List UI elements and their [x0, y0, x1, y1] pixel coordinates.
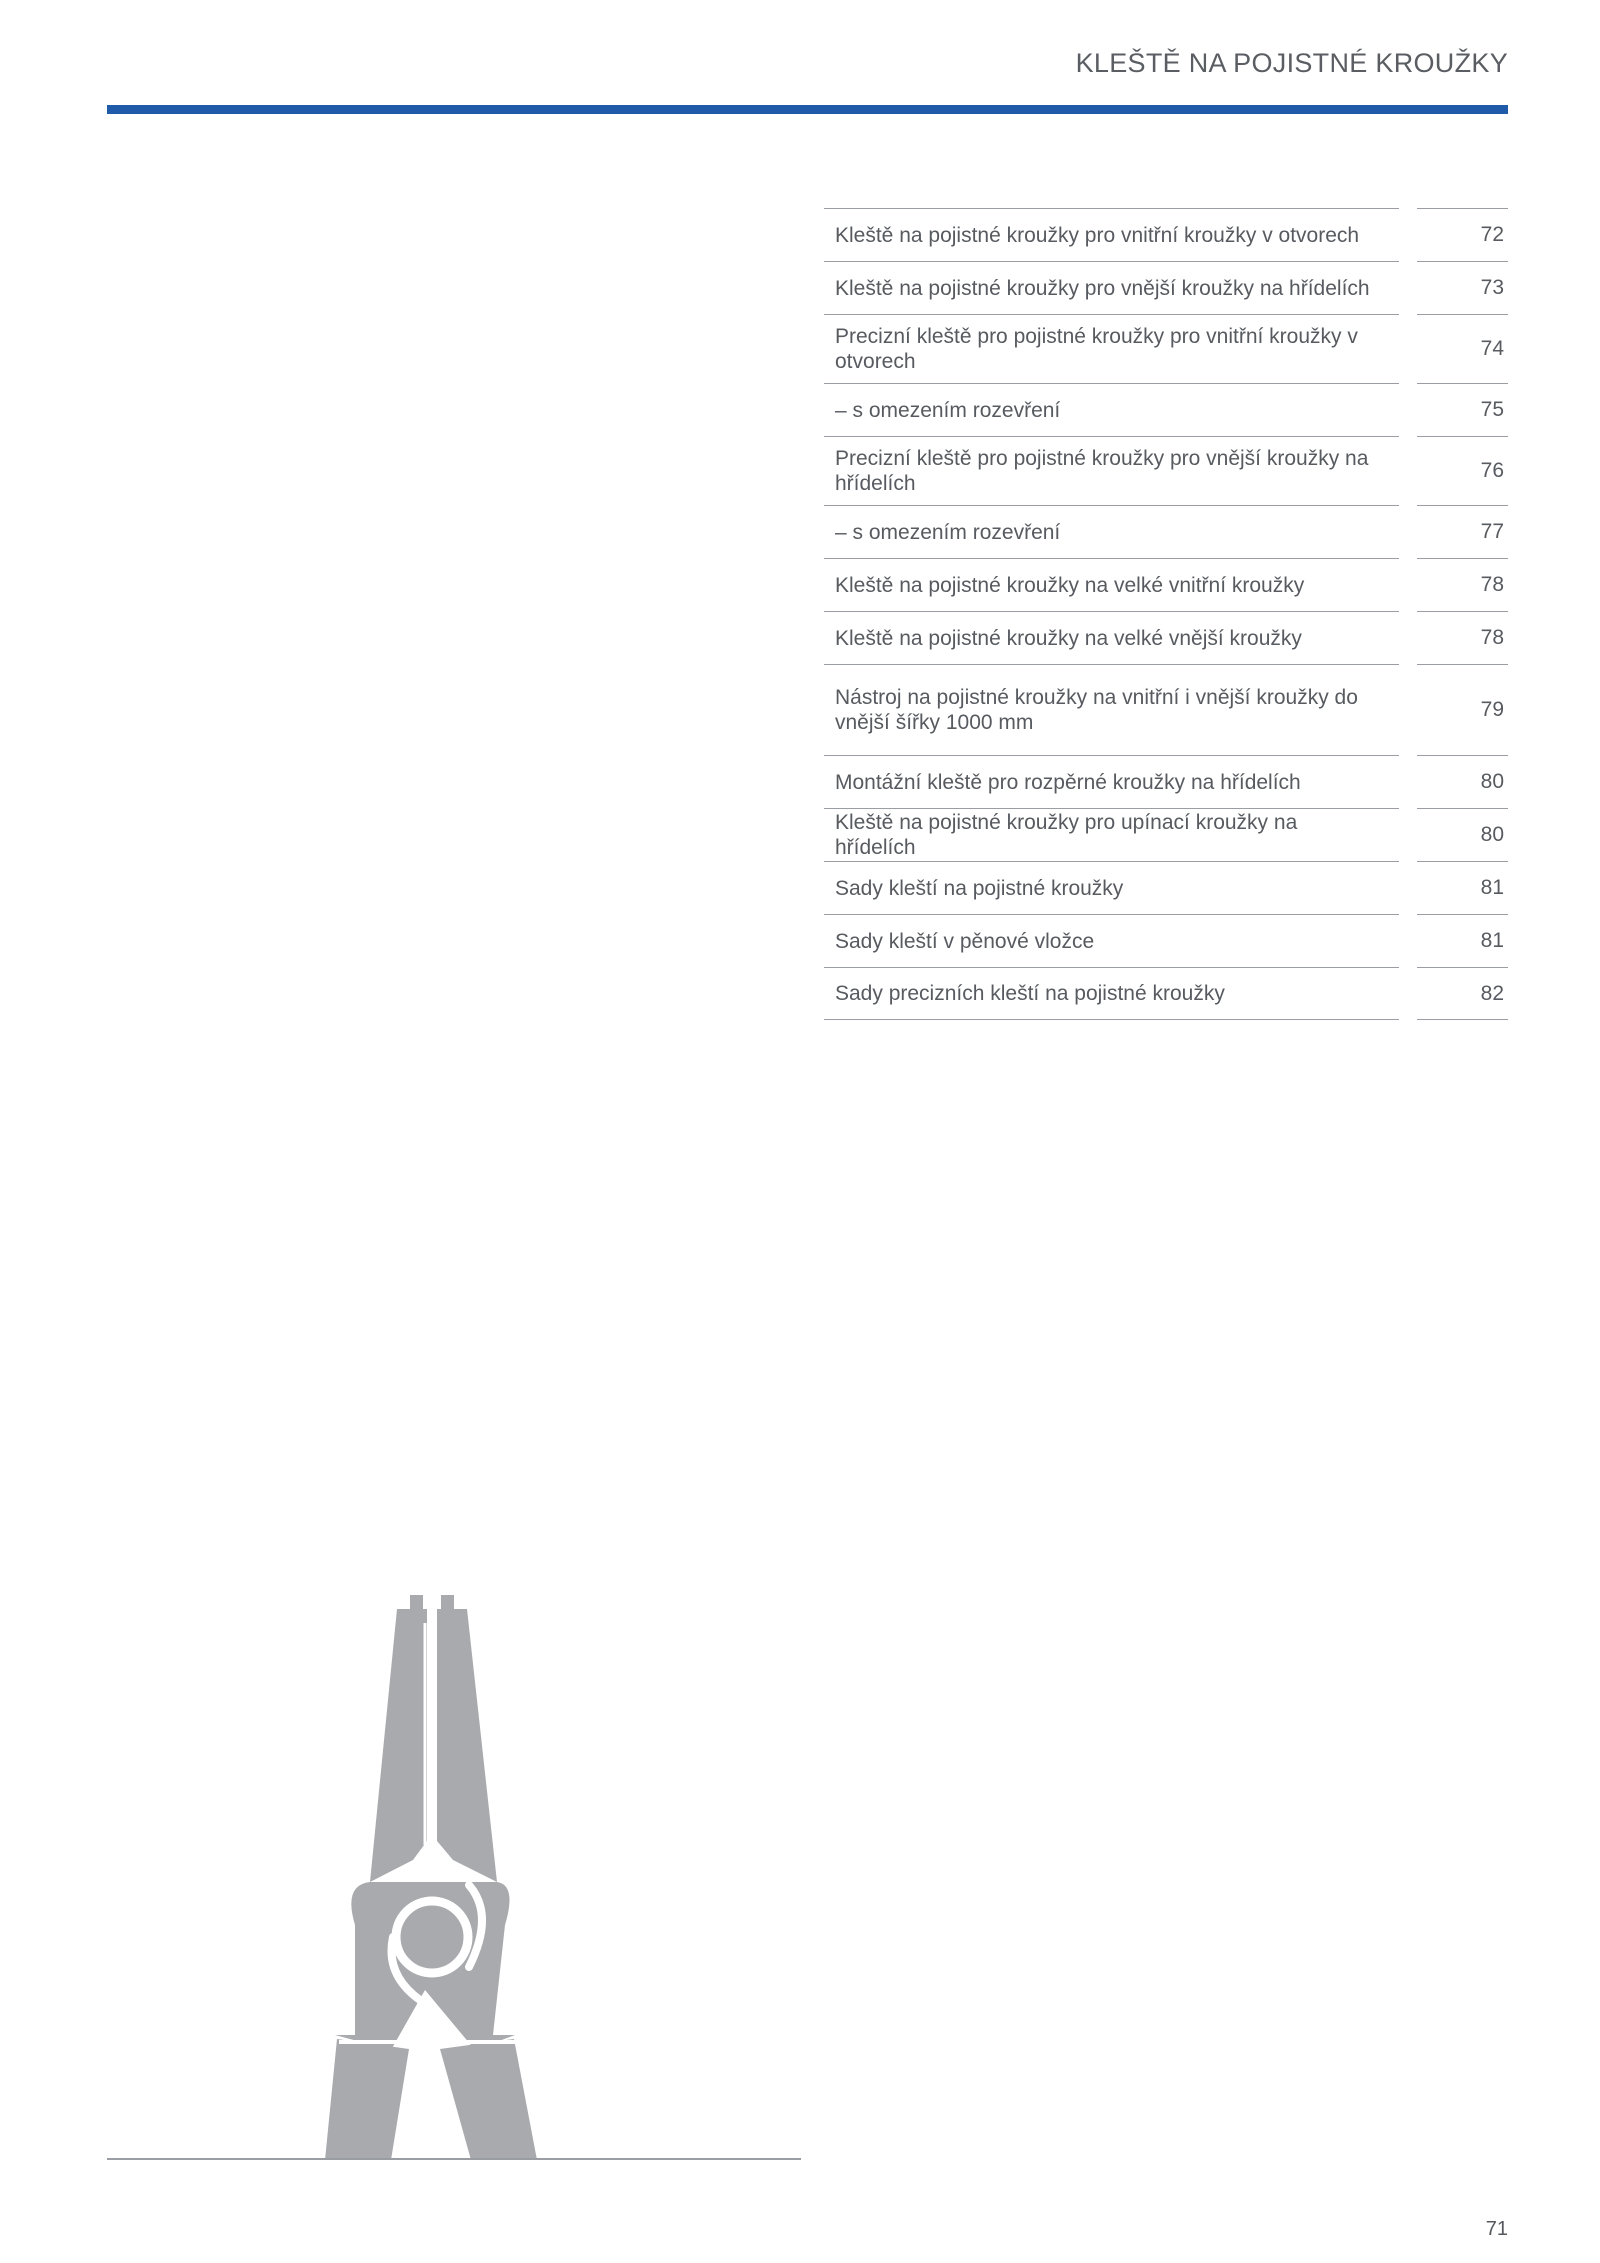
toc-entry-title: Montážní kleště pro rozpěrné kroužky na hřídelích	[824, 755, 1399, 808]
toc-entry-page: 76	[1417, 436, 1508, 505]
toc-entry-title: Kleště na pojistné kroužky pro vnější kroužky na hřídelích	[824, 261, 1399, 314]
toc-entry[interactable]	[824, 861, 1508, 914]
toc-entry[interactable]	[824, 436, 1508, 505]
toc-entry-page: 75	[1417, 383, 1508, 436]
toc-entry-title: Kleště na pojistné kroužky pro vnitřní kroužky v otvorech	[824, 208, 1399, 261]
toc-entry-page: 79	[1417, 664, 1508, 755]
header-divider	[107, 105, 1508, 114]
toc-entry[interactable]	[824, 505, 1508, 558]
toc-entry[interactable]	[824, 914, 1508, 967]
toc-entry[interactable]	[824, 314, 1508, 383]
toc-entry-title: Sady kleští na pojistné kroužky	[824, 861, 1399, 914]
page-number: 71	[1485, 2218, 1508, 2240]
toc-entry[interactable]	[824, 664, 1508, 755]
toc-entry-page: 78	[1417, 558, 1508, 611]
toc-entry-page: 74	[1417, 314, 1508, 383]
circlip-pliers-icon	[325, 1595, 545, 2160]
toc-entry-page: 78	[1417, 611, 1508, 664]
toc-entry-page: 81	[1417, 861, 1508, 914]
toc-entry[interactable]	[824, 967, 1508, 1020]
toc-entry[interactable]	[824, 558, 1508, 611]
toc-entry-title: – s omezením rozevření	[824, 383, 1399, 436]
toc-entry[interactable]	[824, 208, 1508, 261]
toc-entry-title: Kleště na pojistné kroužky pro upínací kroužky na hřídelích	[824, 808, 1399, 861]
toc-entry-title: Precizní kleště pro pojistné kroužky pro vnitřní kroužky v otvorech	[824, 314, 1399, 383]
page-title: KLEŠTĚ NA POJISTNÉ KROUŽKY	[1075, 48, 1508, 78]
toc-entry-title: Sady precizních kleští na pojistné kroužky	[824, 967, 1399, 1020]
toc-entry-title: Sady kleští v pěnové vložce	[824, 914, 1399, 967]
toc-entry-page: 81	[1417, 914, 1508, 967]
toc-entry-page: 77	[1417, 505, 1508, 558]
toc-entry[interactable]	[824, 611, 1508, 664]
toc-entry-page: 82	[1417, 967, 1508, 1020]
toc-entry[interactable]	[824, 261, 1508, 314]
toc-entry-page: 72	[1417, 208, 1508, 261]
toc-entry-page: 80	[1417, 808, 1508, 861]
toc-entry-page: 80	[1417, 755, 1508, 808]
toc-entry[interactable]	[824, 383, 1508, 436]
footer-divider	[107, 2158, 801, 2160]
toc-entry-title: Precizní kleště pro pojistné kroužky pro vnější kroužky na hřídelích	[824, 436, 1399, 505]
toc-entry-title: Nástroj na pojistné kroužky na vnitřní i vnější kroužky do vnější šířky 1000 mm	[824, 664, 1399, 755]
toc-entry-page: 73	[1417, 261, 1508, 314]
toc-entry[interactable]	[824, 808, 1508, 861]
toc-entry-title: Kleště na pojistné kroužky na velké vnitřní kroužky	[824, 558, 1399, 611]
toc-entry-title: Kleště na pojistné kroužky na velké vnější kroužky	[824, 611, 1399, 664]
table-of-contents	[824, 208, 1508, 1020]
toc-entry-title: – s omezením rozevření	[824, 505, 1399, 558]
toc-entry[interactable]	[824, 755, 1508, 808]
